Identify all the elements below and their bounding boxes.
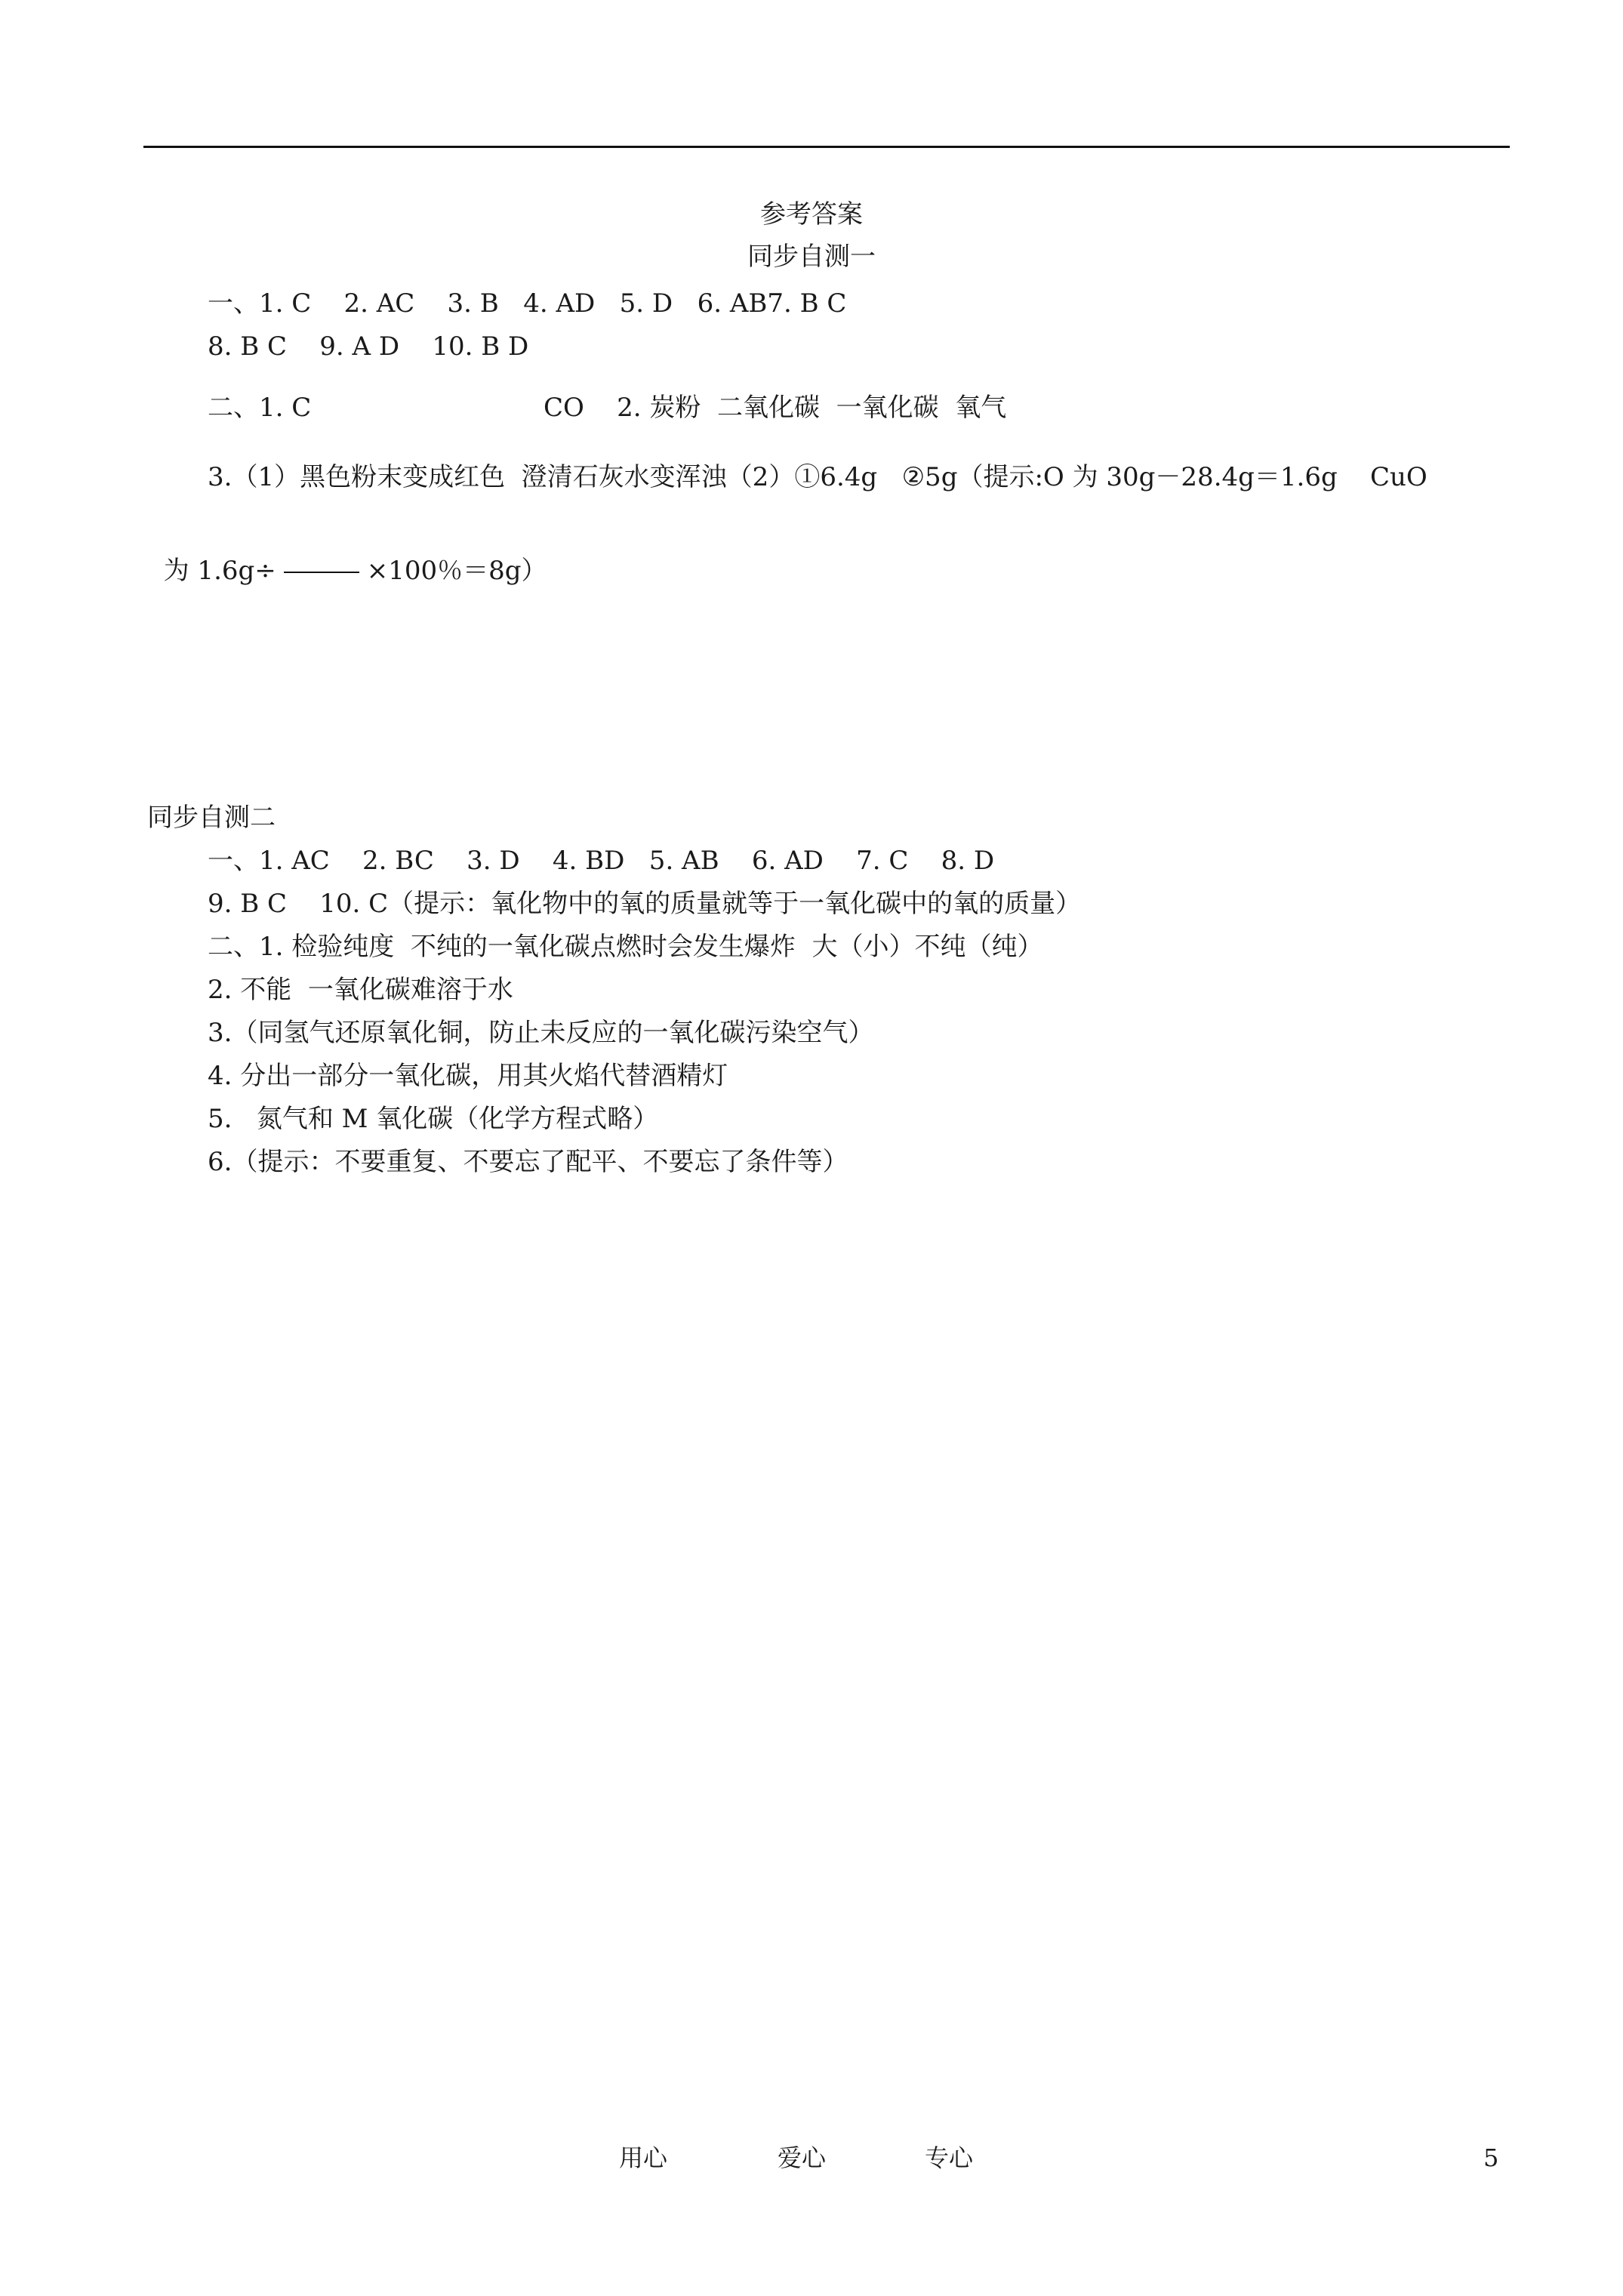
fraction-line — [284, 572, 359, 573]
section1-line3b: CO 2. 炭粉 二氧化碳 一氧化碳 氧气 — [544, 393, 1007, 423]
section1-line5a: 为 1.6g÷ — [163, 556, 276, 586]
footer-word-2: 爱心 — [778, 2143, 827, 2172]
page-number: 5 — [1483, 2143, 1499, 2172]
section1-line1: 一、1. C 2. AC 3. B 4. AD 5. D 6. AB7. B C — [208, 288, 847, 319]
section2-line: 二、1. 检验纯度 不纯的一氧化碳点燃时会发生爆炸 大（小）不纯（纯） — [208, 932, 1043, 962]
section1-line3a: 二、1. C — [208, 393, 312, 423]
section2-line: 一、1. AC 2. BC 3. D 4. BD 5. AB 6. AD 7. C 8. D — [208, 846, 995, 876]
section2-line: 3.（同氢气还原氧化铜，防止未反应的一氧化碳污染空气） — [208, 1018, 874, 1048]
header-rule — [143, 146, 1510, 148]
section1-line5 — [147, 521, 547, 587]
section1-line5b: ×100％＝8g） — [366, 556, 547, 586]
section2-line: 2. 不能 一氧化碳难溶于水 — [208, 975, 513, 1005]
page-title: 参考答案 — [760, 199, 863, 230]
section2-heading: 同步自测二 — [147, 803, 276, 833]
section1-line4: 3.（1）黑色粉末变成红色 澄清石灰水变浑浊（2）①6.4g ②5g（提示:O 为 30g－28.4g＝1.6g CuO — [208, 462, 1427, 492]
section1-heading: 同步自测一 — [747, 242, 876, 272]
section2-line: 5. 氮气和 M 氧化碳（化学方程式略） — [208, 1104, 659, 1134]
section2-line: 4. 分出一部分一氧化碳，用其火焰代替酒精灯 — [208, 1061, 728, 1091]
section2-line: 9. B C 10. C（提示：氧化物中的氧的质量就等于一氧化碳中的氧的质量） — [208, 889, 1082, 919]
section1-line2: 8. B C 9. A D 10. B D — [208, 331, 529, 362]
footer-word-1: 用心 — [619, 2143, 668, 2172]
footer-word-3: 专心 — [925, 2143, 974, 2172]
section2-line: 6.（提示：不要重复、不要忘了配平、不要忘了条件等） — [208, 1147, 848, 1177]
